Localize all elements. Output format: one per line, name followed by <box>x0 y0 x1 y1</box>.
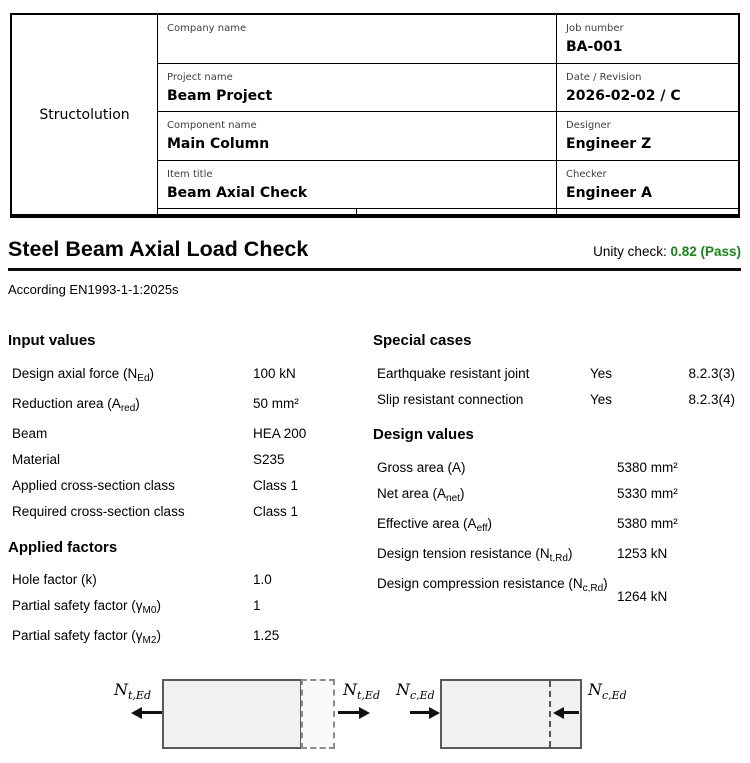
row-value: 1264 kN <box>617 589 668 604</box>
row-value: S235 <box>253 452 285 467</box>
table-row <box>8 395 363 425</box>
row-value: 50 mm² <box>253 396 299 411</box>
tension-arrow-right-icon <box>359 707 370 719</box>
section-special-cases <box>373 332 735 417</box>
row-label: Applied cross-section class <box>12 478 175 493</box>
row-label: Design axial force $(N_{Ed})$ <box>12 366 155 384</box>
field-value: Engineer Z <box>566 136 652 152</box>
tension-beam-rect <box>162 679 302 749</box>
section-heading: Applied factors <box>8 539 118 556</box>
checker-cell <box>557 161 738 210</box>
subscript: c,Ed <box>410 689 435 702</box>
table-row <box>373 485 735 515</box>
table-row <box>8 477 363 503</box>
row-label: Design compression resistance $(N_{c,Rd})$ <box>377 576 608 594</box>
compression-force-label-right: $N_{c,Ed}$ <box>588 680 627 702</box>
company-name-cell <box>158 15 557 64</box>
field-label: Item title <box>167 168 213 180</box>
subscript: t,Rd <box>549 553 568 564</box>
subscript: t,Ed <box>128 689 151 702</box>
field-label: Company name <box>167 23 247 34</box>
compression-arrow-left-icon <box>429 707 440 719</box>
field-label: Checker <box>566 168 607 180</box>
row-label: Design tension resistance $(N_{t,Rd})$ <box>377 546 573 564</box>
unity-check-label: Unity check: <box>593 244 671 259</box>
table-bottom-strip <box>158 209 738 214</box>
designer-cell <box>557 112 738 161</box>
compression-arrow-left-line <box>410 711 429 714</box>
row-label: Gross area (A) <box>377 460 466 475</box>
table-row <box>373 365 735 391</box>
field-value: Main Column <box>167 136 270 152</box>
subscript: c,Ed <box>602 689 627 702</box>
tension-arrow-left-line <box>140 711 163 714</box>
row-value: 1.25 <box>253 628 280 643</box>
clause-reference: 8.2.3(4) <box>688 392 735 407</box>
table-row <box>373 391 735 417</box>
design-values-rows <box>373 459 735 619</box>
table-row <box>8 627 363 657</box>
item-title-cell <box>158 161 557 210</box>
job-number-cell <box>557 15 738 64</box>
divider <box>356 209 357 214</box>
project-header-table <box>10 13 740 218</box>
row-label: Net area $(A_{net})$ <box>377 486 465 504</box>
row-value: 5380 mm² <box>617 516 678 531</box>
clause-reference: 8.2.3(3) <box>688 366 735 381</box>
table-row <box>8 503 363 529</box>
unity-check <box>593 244 741 259</box>
row-value: 100 kN <box>253 366 296 381</box>
table-row <box>373 459 735 485</box>
compression-arrow-right-line <box>562 711 579 714</box>
component-name-cell <box>158 112 557 161</box>
table-row <box>373 575 735 619</box>
tension-force-label-left: $N_{t,Ed}$ <box>114 680 151 702</box>
subscript: c,Rd <box>582 583 604 594</box>
field-label: Component name <box>167 120 257 131</box>
row-value: Yes <box>590 392 613 407</box>
title-divider <box>8 268 741 271</box>
section-input-values <box>8 332 363 529</box>
row-label: Beam <box>12 426 48 441</box>
date-revision-cell <box>557 64 738 113</box>
field-value: BA-001 <box>566 39 623 55</box>
code-reference: According EN1993-1-1:2025s <box>8 282 179 297</box>
row-value: Class 1 <box>253 478 299 493</box>
field-value: 2026-02-02 / C <box>566 87 681 104</box>
field-value: Beam Axial Check <box>167 184 308 201</box>
input-values-rows <box>8 365 363 529</box>
compression-section-dashed-line <box>549 681 551 747</box>
subscript: t,Ed <box>357 689 380 702</box>
compression-force-label-left: $N_{c,Ed}$ <box>396 680 435 702</box>
table-row <box>8 451 363 477</box>
table-row <box>8 597 363 627</box>
divider <box>556 209 557 214</box>
subscript: M0 <box>142 605 157 616</box>
row-value: 1253 kN <box>617 546 668 561</box>
subscript: red <box>120 403 136 414</box>
row-value: HEA 200 <box>253 426 307 441</box>
table-row <box>8 365 363 395</box>
table-row <box>8 425 363 451</box>
row-value: Class 1 <box>253 504 299 519</box>
section-design-values <box>373 426 735 619</box>
field-label: Designer <box>566 120 611 131</box>
company-logo: Structolution <box>12 15 158 214</box>
field-label: Date / Revision <box>566 71 642 83</box>
title-bar <box>8 237 741 262</box>
tension-arrow-right-line <box>338 711 359 714</box>
section-heading: Special cases <box>373 332 472 349</box>
row-label: Required cross-section class <box>12 504 185 519</box>
tension-beam-dashed-extension <box>301 679 335 749</box>
row-value: 1 <box>253 598 261 613</box>
special-cases-rows <box>373 365 735 417</box>
row-label: Effective area $(A_{eff})$ <box>377 516 492 534</box>
table-row <box>373 545 735 575</box>
unity-check-value: 0.82 (Pass) <box>670 244 741 259</box>
row-value: 5380 mm² <box>617 460 678 475</box>
row-label: Partial safety factor $(\gamma_{M0})$ <box>12 598 161 616</box>
applied-factors-rows <box>8 571 363 657</box>
subscript: M2 <box>142 635 157 646</box>
row-value: Yes <box>590 366 613 381</box>
subscript: net <box>446 493 460 504</box>
field-value <box>167 39 550 56</box>
field-value: Beam Project <box>167 87 273 104</box>
section-applied-factors <box>8 539 363 657</box>
row-label: Earthquake resistant joint <box>377 366 530 381</box>
row-label: Material <box>12 452 61 467</box>
row-label: Hole factor (k) <box>12 572 97 587</box>
row-label: Slip resistant connection <box>377 392 524 407</box>
row-label: Reduction area $(A_{red})$ <box>12 396 140 414</box>
section-heading: Design values <box>373 426 474 443</box>
row-value: 5330 mm² <box>617 486 678 501</box>
table-row <box>373 515 735 545</box>
subscript: eff <box>476 523 488 534</box>
table-row <box>8 571 363 597</box>
section-heading: Input values <box>8 332 96 349</box>
project-name-cell <box>158 64 557 113</box>
row-label: Partial safety factor $(\gamma_{M2})$ <box>12 628 161 646</box>
tension-force-label-right: $N_{t,Ed}$ <box>343 680 380 702</box>
field-label: Project name <box>167 71 233 83</box>
page-title: Steel Beam Axial Load Check <box>8 237 309 261</box>
field-label: Job number <box>566 23 624 34</box>
row-value: 1.0 <box>253 572 272 587</box>
subscript: Ed <box>137 373 150 384</box>
field-value: Engineer A <box>566 184 652 201</box>
